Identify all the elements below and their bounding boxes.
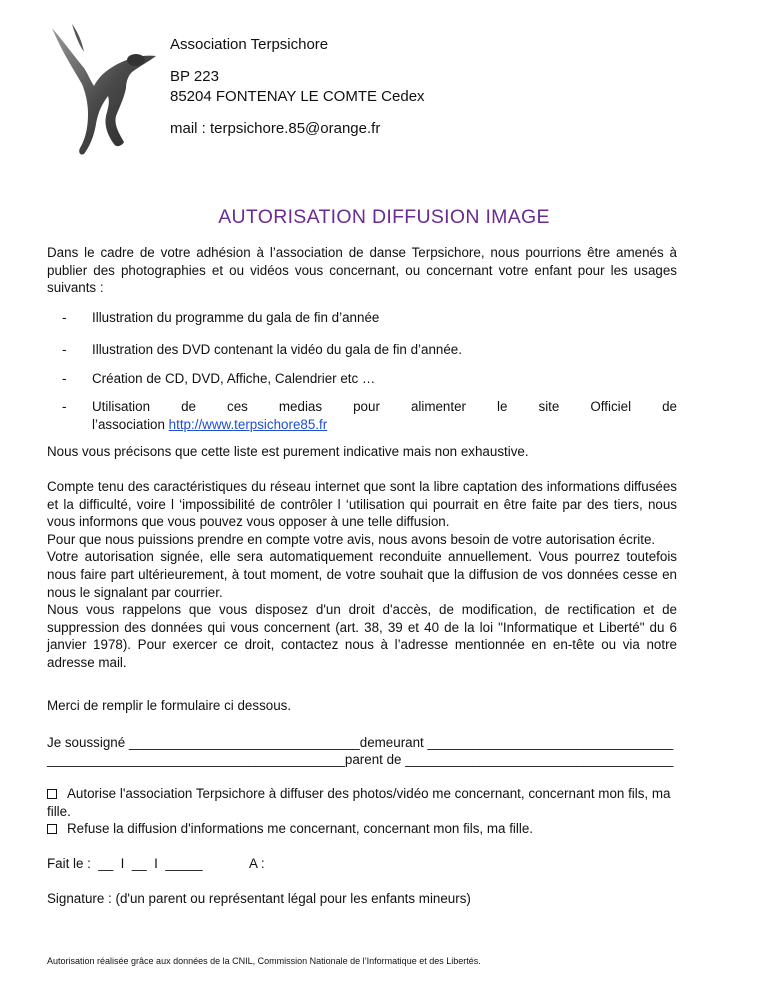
refuse-checkbox[interactable] — [47, 824, 57, 834]
bullet-dash: - — [62, 310, 67, 325]
body-paragraph: Votre autorisation signée, elle sera automatiquement reconduite annuellement. Vous pourrez toutefois nous faire part ultérieurement, à tout moment, de votre souhait que la diffusion de vos données cesse en nous le signalant par courrier. — [47, 549, 677, 600]
intro-paragraph: Dans le cadre de votre adhésion à l’association de danse Terpsichore, nous pourrions être amenés à publier des photographies et ou vidéos vous concernant, ou concernant votre enfant pour les usages suivants : — [47, 245, 677, 296]
bullet-text: l’association — [92, 416, 169, 432]
name-address-field[interactable]: Je soussigné _______________________________demeurant _________________________________ — [47, 735, 674, 750]
footer-note: Autorisation réalisée grâce aux données de la CNIL, Commission Nationale de l’Informatique et des Libertés. — [47, 956, 481, 966]
document-title: AUTORISATION DIFFUSION IMAGE — [218, 206, 550, 228]
bullet-dash: - — [62, 342, 67, 357]
refuse-option[interactable] — [47, 820, 677, 838]
place-field[interactable]: A : — [249, 856, 265, 871]
body-paragraph: Compte tenu des caractéristiques du réseau internet que sont la libre captation des informations diffusées et la difficulté, voire l ‘impossibilité de contrôler l ‘utilisation qui pourrait en être faite par des tiers, nous vous informons que vous pouvez vous opposer à une telle diffusion. — [47, 479, 677, 530]
postal-box: BP 223 — [170, 68, 219, 85]
authorize-label: Autorise l'association Terpsichore à diffuser des photos/vidéo me concernant, concernant mon fils, ma fille. — [47, 786, 671, 819]
bullet-dash: - — [62, 371, 67, 386]
body-paragraph: Pour que nous puissions prendre en compte votre avis, nous avons besoin de votre autorisation écrite. — [47, 531, 656, 547]
bullet-text: Utilisation de ces medias pour alimenter le site Officiel de — [92, 399, 677, 414]
website-link[interactable]: http://www.terpsichore85.fr — [168, 416, 328, 432]
date-field[interactable]: Fait le : __ I __ I _____ — [47, 856, 203, 871]
bullet-text: Illustration des DVD contenant la vidéo du gala de fin d’année. — [92, 342, 462, 357]
bullet-text: Création de CD, DVD, Affiche, Calendrier etc … — [92, 371, 376, 386]
bullet-dash: - — [62, 399, 67, 414]
authorize-option[interactable] — [47, 785, 677, 820]
refuse-label: Refuse la diffusion d'informations me concernant, concernant mon fils, ma fille. — [67, 821, 534, 836]
parent-of-field[interactable]: ________________________________________parent de ____________________________________ — [47, 752, 674, 767]
postal-city: 85204 FONTENAY LE COMTE Cedex — [170, 88, 425, 105]
form-instruction: Merci de remplir le formulaire ci dessous. — [47, 698, 292, 713]
contact-mail: mail : terpsichore.85@orange.fr — [170, 120, 381, 137]
signature-label: Signature : (d'un parent ou représentant légal pour les enfants mineurs) — [47, 891, 471, 906]
dancer-logo — [44, 20, 169, 160]
authorize-checkbox[interactable] — [47, 789, 57, 799]
list-note: Nous vous précisons que cette liste est purement indicative mais non exhaustive. — [47, 444, 529, 459]
bullet-text-block — [92, 398, 677, 433]
org-name: Association Terpsichore — [170, 36, 329, 53]
body-text — [47, 478, 677, 672]
bullet-text: Illustration du programme du gala de fin d’année — [92, 310, 380, 325]
body-paragraph: Nous vous rappelons que vous disposez d'un droit d'accès, de modification, de rectification et de suppression des données qui vous concernent (art. 38, 39 et 40 de la loi "Informatique et Liberté" du 6 janvier 1978). Pour exercer ce droit, contactez nous à l’adresse mentionnée en en-tête ou via notre adresse mail. — [47, 602, 677, 670]
bullet-link-line — [92, 416, 677, 434]
